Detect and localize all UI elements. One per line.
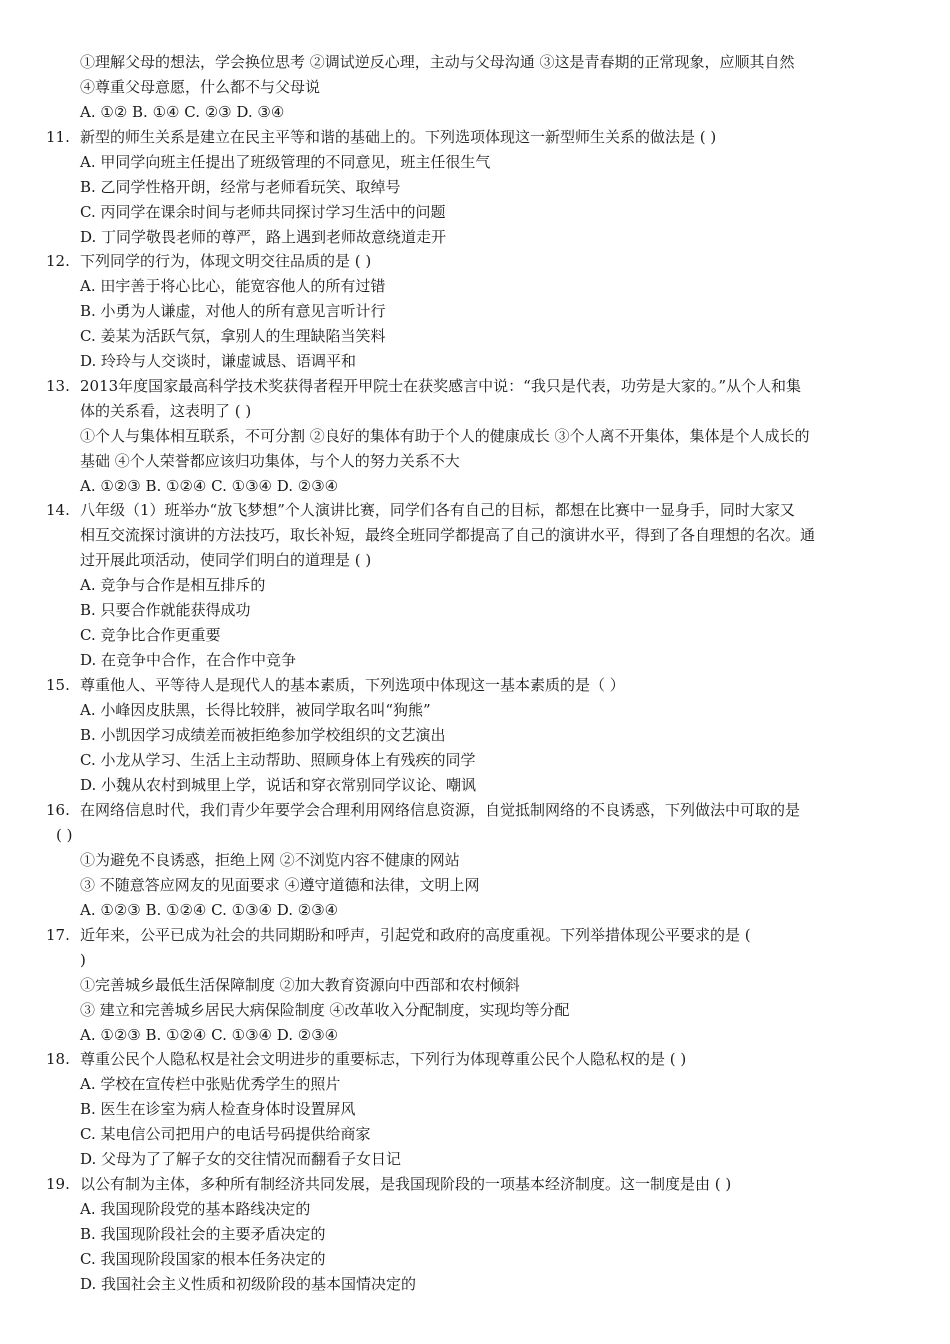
- statement-line: ③ 不随意答应网友的见面要求 ④遵守道德和法律，文明上网: [80, 876, 480, 894]
- option-a: A. 我国现阶段党的基本路线决定的: [80, 1200, 311, 1218]
- question-number: 17.: [46, 926, 70, 944]
- question-number: 16.: [46, 801, 70, 819]
- question-number: 19.: [46, 1175, 70, 1193]
- option-b: B. 乙同学性格开朗，经常与老师看玩笑、取绰号: [80, 178, 401, 196]
- option-d: D. 我国社会主义性质和初级阶段的基本国情决定的: [80, 1275, 417, 1293]
- question-stem: 新型的师生关系是建立在民主平等和谐的基础上的。下列选项体现这一新型师生关系的做法是 ( ): [80, 128, 717, 146]
- options-line: A. ①②③ B. ①②④ C. ①③④ D. ②③④: [80, 477, 339, 495]
- question-stem: 近年来，公平已成为社会的共同期盼和呼声，引起党和政府的高度重视。下列举措体现公平要求的是 (: [80, 926, 751, 944]
- statement-line: ①为避免不良诱惑，拒绝上网 ②不浏览内容不健康的网站: [80, 851, 460, 869]
- question-number: 14.: [46, 501, 70, 519]
- option-a: A. 竞争与合作是相互排斥的: [80, 576, 266, 594]
- option-b: B. 只要合作就能获得成功: [80, 601, 251, 619]
- option-b: B. 小凯因学习成绩差而被拒绝参加学校组织的文艺演出: [80, 726, 446, 744]
- question-number: 12.: [46, 252, 70, 270]
- option-a: A. 田宇善于将心比心，能宽容他人的所有过错: [80, 277, 386, 295]
- question-stem: 尊重公民个人隐私权是社会文明进步的重要标志，下列行为体现尊重公民个人隐私权的是 ( ): [80, 1050, 687, 1068]
- statement-line: ①完善城乡最低生活保障制度 ②加大教育资源向中西部和农村倾斜: [80, 976, 520, 994]
- statement-line: ①个人与集体相互联系，不可分割 ②良好的集体有助于个人的健康成长 ③个人离不开集体，集体是个人成长的: [80, 427, 810, 445]
- options-line: A. ①② B. ①④ C. ②③ D. ③④: [80, 103, 285, 121]
- option-d: D. 小魏从农村到城里上学，说话和穿衣常别同学议论、嘲讽: [80, 776, 477, 794]
- question-number: 18.: [46, 1050, 70, 1068]
- option-d: D. 玲玲与人交谈时，谦虚诚恳、语调平和: [80, 352, 357, 370]
- question-stem-cont: 相互交流探讨演讲的方法技巧，取长补短，最终全班同学都提高了自己的演讲水平，得到了各自理想的名次。通: [80, 526, 816, 544]
- question-stem: 下列同学的行为，体现文明交往品质的是 ( ): [80, 252, 372, 270]
- question-stem-cont: 过开展此项活动，使同学们明白的道理是 ( ): [80, 551, 372, 569]
- question-stem-cont: ): [80, 951, 86, 969]
- option-c: C. 丙同学在课余时间与老师共同探讨学习生活中的问题: [80, 203, 446, 221]
- option-d: D. 父母为了了解子女的交往情况而翻看子女日记: [80, 1150, 402, 1168]
- option-c: C. 姜某为活跃气氛，拿别人的生理缺陷当笑料: [80, 327, 386, 345]
- question-stem-cont: ( ): [56, 826, 73, 844]
- option-d: D. 在竞争中合作，在合作中竞争: [80, 651, 297, 669]
- statement-line: ③ 建立和完善城乡居民大病保险制度 ④改革收入分配制度，实现均等分配: [80, 1001, 570, 1019]
- option-b: B. 我国现阶段社会的主要矛盾决定的: [80, 1225, 326, 1243]
- options-line: A. ①②③ B. ①②④ C. ①③④ D. ②③④: [80, 901, 339, 919]
- statement-line: 基础 ④个人荣誉都应该归功集体，与个人的努力关系不大: [80, 452, 460, 470]
- option-a: A. 小峰因皮肤黑，长得比较胖，被同学取名叫“狗熊”: [80, 701, 431, 719]
- question-number: 13.: [46, 377, 70, 395]
- option-a: A. 甲同学向班主任提出了班级管理的不同意见，班主任很生气: [80, 153, 491, 171]
- option-b: B. 小勇为人谦虚，对他人的所有意见言听计行: [80, 302, 386, 320]
- option-c: C. 小龙从学习、生活上主动帮助、照顾身体上有残疾的同学: [80, 751, 476, 769]
- statement-line: ①理解父母的想法，学会换位思考 ②调试逆反心理，主动与父母沟通 ③这是青春期的正常现象，应顺其自然: [80, 53, 795, 71]
- option-d: D. 丁同学敬畏老师的尊严，路上遇到老师故意绕道走开: [80, 228, 447, 246]
- question-stem: 2013年度国家最高科学技术奖获得者程开甲院士在获奖感言中说：“我只是代表，功劳是大家的。”从个人和集: [80, 377, 802, 395]
- options-line: A. ①②③ B. ①②④ C. ①③④ D. ②③④: [80, 1026, 339, 1044]
- option-c: C. 竞争比合作更重要: [80, 626, 221, 644]
- option-c: C. 某电信公司把用户的电话号码提供给商家: [80, 1125, 371, 1143]
- question-stem: 以公有制为主体，多种所有制经济共同发展，是我国现阶段的一项基本经济制度。这一制度是由 ( ): [80, 1175, 732, 1193]
- question-stem-cont: 体的关系看，这表明了 ( ): [80, 402, 252, 420]
- question-stem: 在网络信息时代，我们青少年要学会合理利用网络信息资源，自觉抵制网络的不良诱惑，下列做法中可取的是: [80, 801, 801, 819]
- question-number: 15.: [46, 676, 70, 694]
- statement-line: ④尊重父母意愿，什么都不与父母说: [80, 78, 321, 96]
- option-c: C. 我国现阶段国家的根本任务决定的: [80, 1250, 326, 1268]
- question-stem: 八年级（1）班举办“放飞梦想”个人演讲比赛，同学们各有自己的目标，都想在比赛中一显身手，同时大家又: [80, 501, 795, 519]
- question-number: 11.: [46, 128, 70, 146]
- question-stem: 尊重他人、平等待人是现代人的基本素质，下列选项中体现这一基本素质的是（ ）: [80, 676, 625, 694]
- option-a: A. 学校在宣传栏中张贴优秀学生的照片: [80, 1075, 341, 1093]
- option-b: B. 医生在诊室为病人检查身体时设置屏风: [80, 1100, 356, 1118]
